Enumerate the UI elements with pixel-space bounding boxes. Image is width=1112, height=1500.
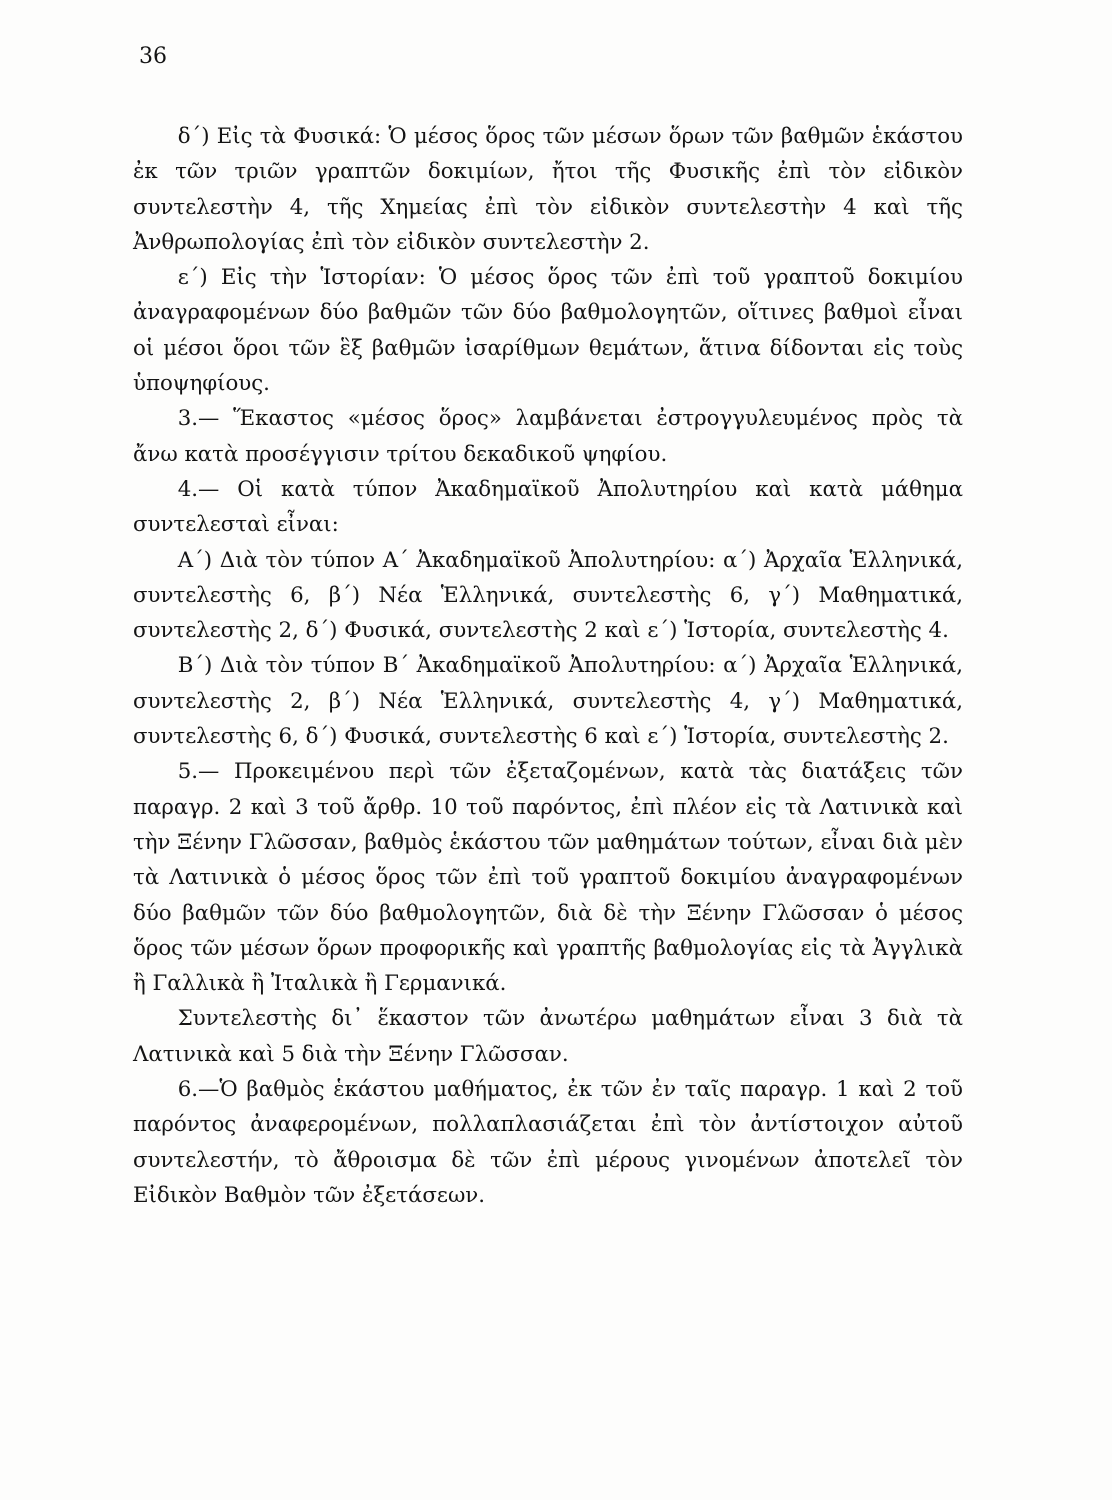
paragraph-type-a-coefficients: Α΄) Διὰ τὸν τύπον Α΄ Ἀκαδημαϊκοῦ Ἀπολυτηρίου: α΄) Ἀρχαῖα Ἑλληνικά, συντελεστὴς 6, β΄) Νέα Ἑλληνικά, συντελεστὴς 6, γ΄) Μαθηματικά, συντελεστὴς 2, δ΄) Φυσικά, συντελεστὴς 2 καὶ ε΄) Ἱστορία, συντελεστὴς 4.: [133, 547, 963, 644]
paragraph-delta-physics: δ΄) Εἰς τὰ Φυσικά: Ὁ μέσος ὅρος τῶν μέσων ὅρων τῶν βαθμῶν ἑκάστου ἐκ τῶν τριῶν γραπτῶν δοκιμίων, ἤτοι τῆς Φυσικῆς ἐπὶ τὸν εἰδικὸν συντελεστὴν 4, τῆς Χημείας ἐπὶ τὸν εἰδικὸν συντελεστὴν 4 καὶ τῆς Ἀνθρωπολογίας ἐπὶ τὸν εἰδικὸν συντελεστὴν 2.: [133, 124, 963, 255]
paragraph-3-rounding: 3.— Ἕκαστος «μέσος ὅρος» λαμβάνεται ἐστρογγυλευμένος πρὸς τὰ ἄνω κατὰ προσέγγισιν τρίτου δεκαδικοῦ ψηφίου.: [133, 406, 963, 467]
paragraph-coefficients-latin-foreign: Συντελεστὴς δι᾽ ἕκαστον τῶν ἀνωτέρω μαθημάτων εἶναι 3 διὰ τὰ Λατινικὰ καὶ 5 διὰ τὴν Ξένην Γλῶσσαν.: [133, 1006, 963, 1067]
page-number: 36: [139, 44, 167, 69]
paragraph-type-b-coefficients: Β΄) Διὰ τὸν τύπον Β΄ Ἀκαδημαϊκοῦ Ἀπολυτηρίου: α΄) Ἀρχαῖα Ἑλληνικά, συντελεστὴς 2, β΄) Νέα Ἑλληνικά, συντελεστὴς 4, γ΄) Μαθηματικά, συντελεστὴς 6, δ΄) Φυσικά, συντελεστὴς 6 καὶ ε΄) Ἱστορία, συντελεστὴς 2.: [133, 653, 963, 750]
paragraph-5-latin-foreign-language: 5.— Προκειμένου περὶ τῶν ἐξεταζομένων, κατὰ τὰς διατάξεις τῶν παραγρ. 2 καὶ 3 τοῦ ἄρθρ. 10 τοῦ παρόντος, ἐπὶ πλέον εἰς τὰ Λατινικὰ καὶ τὴν Ξένην Γλῶσσαν, βαθμὸς ἑκάστου τῶν μαθημάτων τούτων, εἶναι διὰ μὲν τὰ Λατινικὰ ὁ μέσος ὅρος τῶν ἐπὶ τοῦ γραπτοῦ δοκιμίου ἀναγραφομένων δύο βαθμῶν τῶν δύο βαθμολογητῶν, διὰ δὲ τὴν Ξένην Γλῶσσαν ὁ μέσος ὅρος τῶν μέσων ὅρων προφορικῆς καὶ γραπτῆς βαθμολογίας εἰς τὰ Ἀγγλικὰ ἢ Γαλλικὰ ἢ Ἰταλικὰ ἢ Γερμανικά.: [133, 759, 963, 997]
paragraph-6-special-grade: 6.—Ὁ βαθμὸς ἑκάστου μαθήματος, ἐκ τῶν ἐν ταῖς παραγρ. 1 καὶ 2 τοῦ παρόντος ἀναφερομένων, πολλαπλασιάζεται ἐπὶ τὸν ἀντίστοιχον αὐτοῦ συντελεστήν, τὸ ἄθροισμα δὲ τῶν ἐπὶ μέρους γινομένων ἀποτελεῖ τὸν Εἰδικὸν Βαθμὸν τῶν ἐξετάσεων.: [133, 1077, 963, 1208]
page-body: [133, 119, 963, 1213]
paragraph-4-coefficients-intro: 4.— Οἱ κατὰ τύπον Ἀκαδημαϊκοῦ Ἀπολυτηρίου καὶ κατὰ μάθημα συντελεσταὶ εἶναι:: [133, 476, 963, 538]
paragraph-epsilon-history: ε΄) Εἰς τὴν Ἱστορίαν: Ὁ μέσος ὅρος τῶν ἐπὶ τοῦ γραπτοῦ δοκιμίου ἀναγραφομένων δύο βαθμῶν τῶν δύο βαθμολογητῶν, οἵτινες βαθμοὶ εἶναι οἱ μέσοι ὅροι τῶν ἓξ βαθμῶν ἰσαρίθμων θεμάτων, ἅτινα δίδονται εἰς τοὺς ὑποψηφίους.: [133, 265, 963, 397]
